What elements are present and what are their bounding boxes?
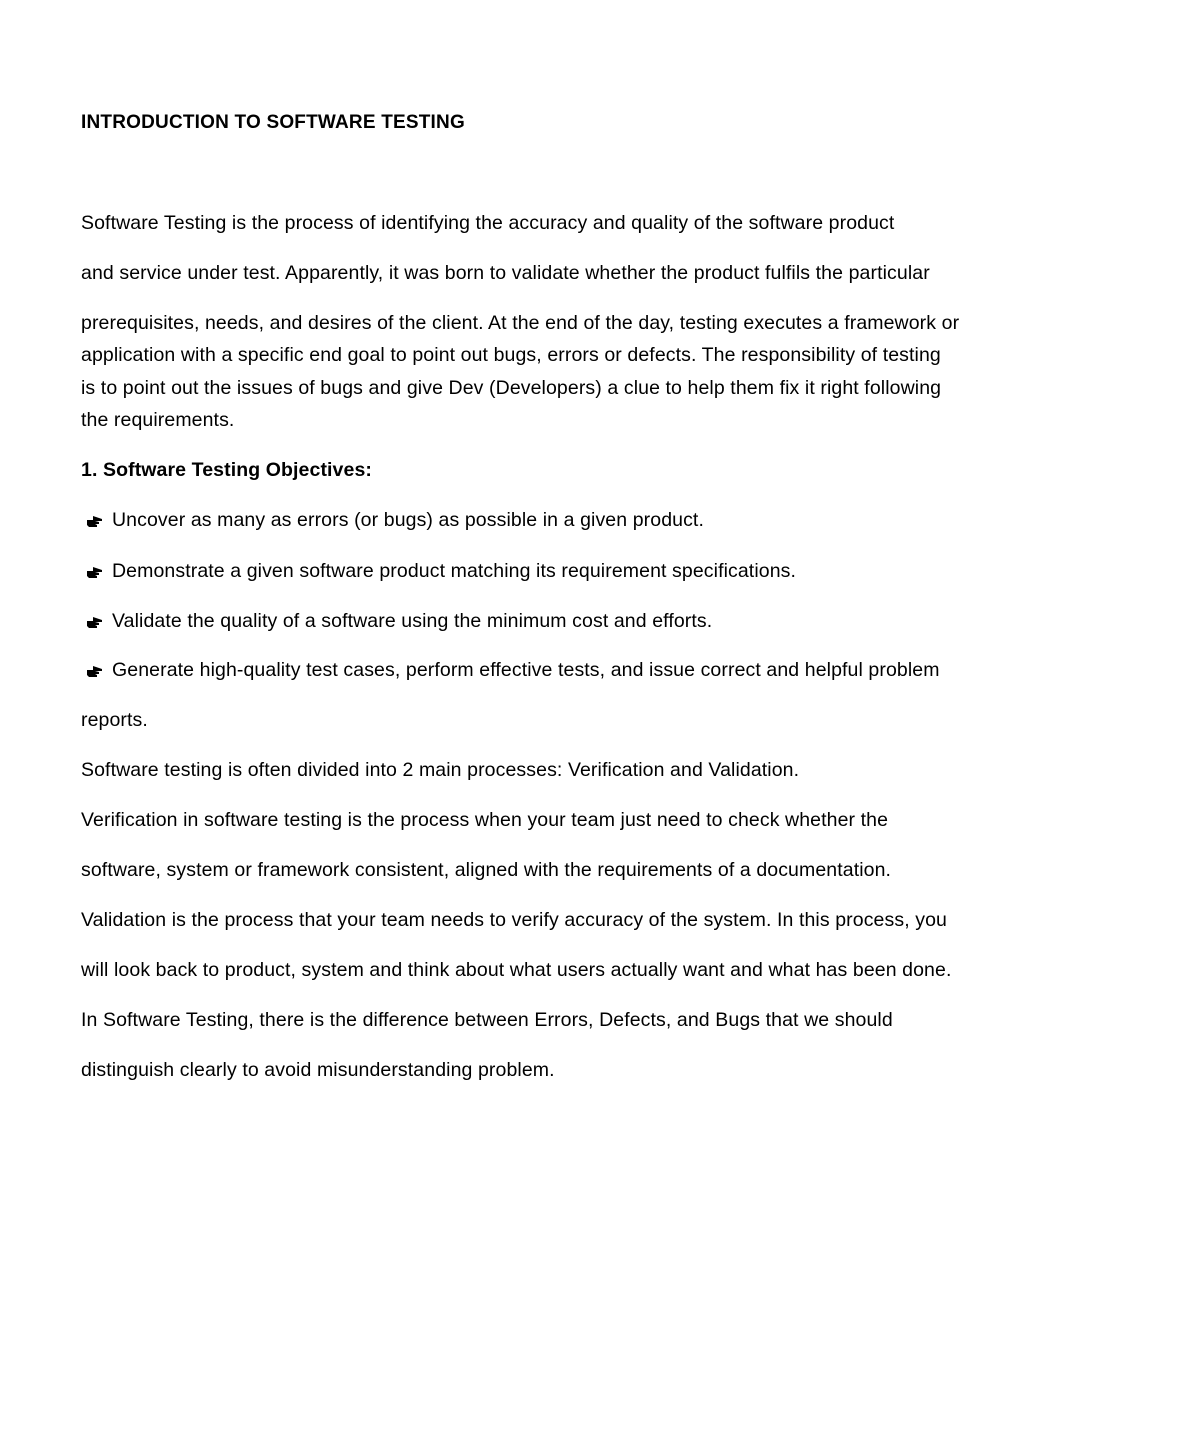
pointing-hand-icon xyxy=(86,514,103,527)
body-line: will look back to product, system and think about what users actually want and what has been done. xyxy=(81,959,952,981)
pointing-hand-icon xyxy=(86,664,103,677)
intro-line: application with a specific end goal to point out bugs, errors or defects. The responsibility of testing xyxy=(81,344,941,366)
body-line: Verification in software testing is the process when your team just need to check whether the xyxy=(81,809,889,831)
objective-text: Generate high-quality test cases, perform effective tests, and issue correct and helpful problem xyxy=(112,659,940,681)
objective-text: Demonstrate a given software product matching its requirement specifications. xyxy=(112,560,797,582)
pointing-hand-icon xyxy=(86,615,103,628)
objective-item xyxy=(81,508,704,532)
intro-line: the requirements. xyxy=(81,409,235,431)
objective-text: Validate the quality of a software using the minimum cost and efforts. xyxy=(112,610,713,632)
intro-line: prerequisites, needs, and desires of the client. At the end of the day, testing executes a framework or xyxy=(81,312,960,334)
objective-item xyxy=(81,609,712,633)
objective-continuation: reports. xyxy=(81,709,148,731)
objectives-heading: 1. Software Testing Objectives: xyxy=(81,459,372,481)
objective-text: Uncover as many as errors (or bugs) as possible in a given product. xyxy=(112,509,704,531)
body-line: distinguish clearly to avoid misunderstanding problem. xyxy=(81,1059,555,1081)
intro-line: Software Testing is the process of identifying the accuracy and quality of the software product xyxy=(81,212,895,234)
body-line: software, system or framework consistent, aligned with the requirements of a documentation. xyxy=(81,859,892,881)
body-line: Validation is the process that your team needs to verify accuracy of the system. In this process, you xyxy=(81,909,947,931)
body-line: Software testing is often divided into 2 main processes: Verification and Validation. xyxy=(81,759,800,781)
pointing-hand-icon xyxy=(86,565,103,578)
document-title: INTRODUCTION TO SOFTWARE TESTING xyxy=(81,112,465,133)
objective-item xyxy=(81,559,796,583)
intro-line: is to point out the issues of bugs and give Dev (Developers) a clue to help them fix it right following xyxy=(81,377,942,399)
objective-item xyxy=(81,658,940,682)
body-line: In Software Testing, there is the difference between Errors, Defects, and Bugs that we should xyxy=(81,1009,893,1031)
intro-line: and service under test. Apparently, it was born to validate whether the product fulfils the particular xyxy=(81,262,930,284)
